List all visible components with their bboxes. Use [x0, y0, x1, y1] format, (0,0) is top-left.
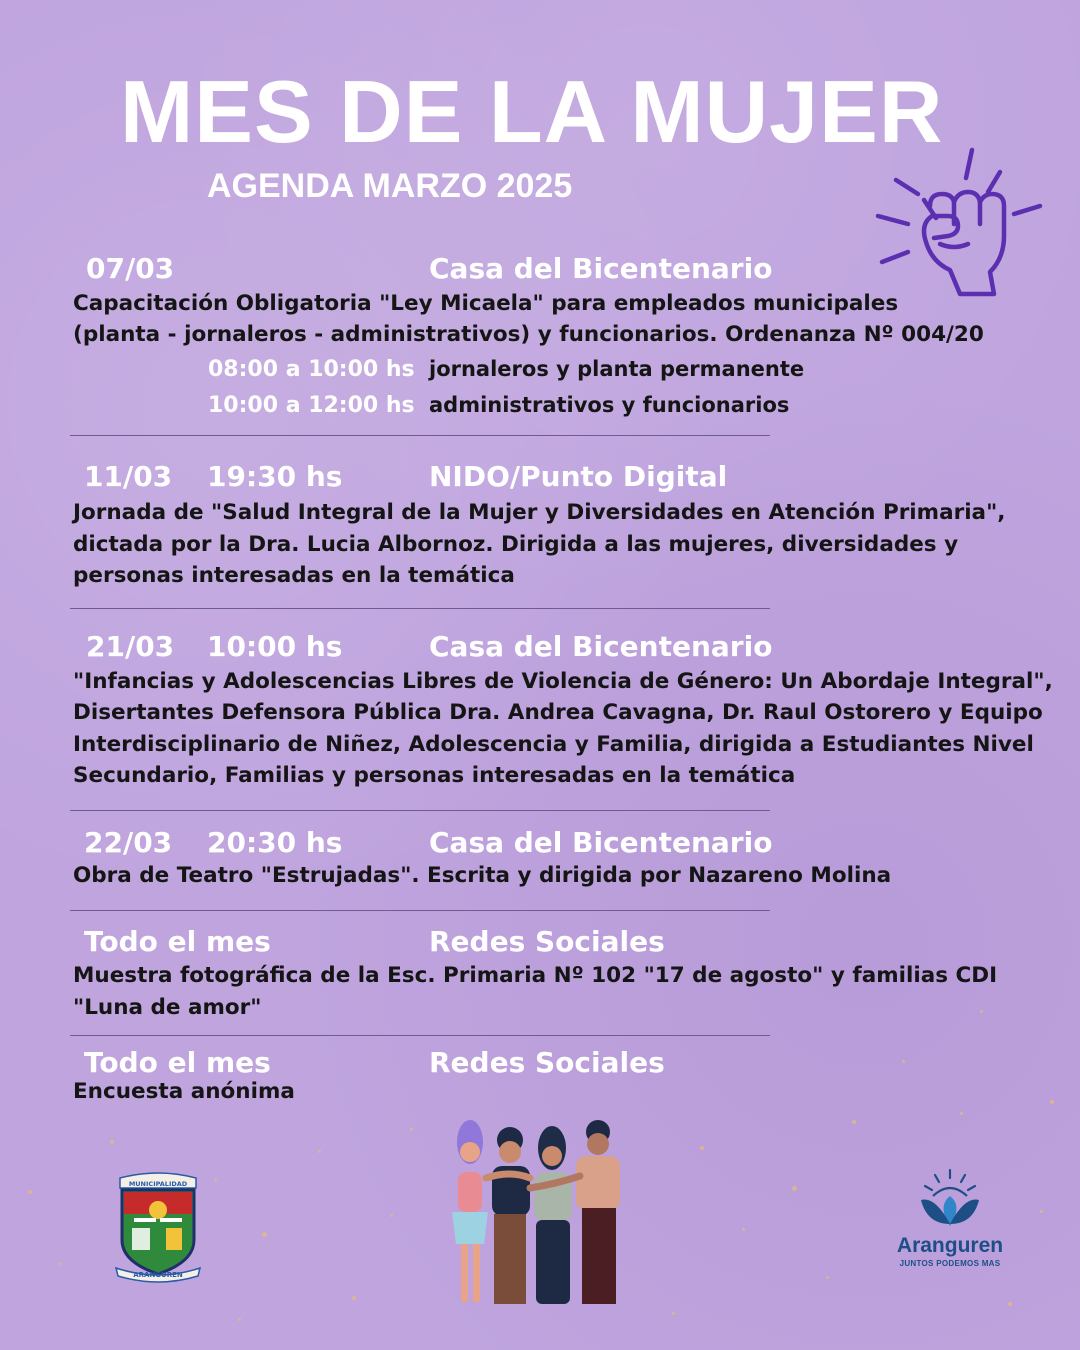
crest-bottom-text: ARANGUREN: [133, 1271, 183, 1279]
schedule-time: 10:00 a 12:00 hs: [208, 393, 415, 418]
event-date: 21/03: [86, 630, 175, 663]
event-description-line: "Infancias y Adolescencias Libres de Violencia de Género: Un Abordaje Integral",: [73, 669, 1053, 694]
page-subtitle: AGENDA MARZO 2025: [207, 167, 573, 205]
event-description-line: Encuesta anónima: [73, 1079, 295, 1104]
event-description-line: Capacitación Obligatoria "Ley Micaela" para empleados municipales: [73, 291, 899, 316]
event-date: 07/03: [86, 252, 175, 285]
schedule-audience: jornaleros y planta permanente: [429, 357, 805, 381]
logo-slogan: JUNTOS PODEMOS MAS: [899, 1259, 1001, 1268]
event-description-line: Interdisciplinario de Niñez, Adolescencia y Familia, dirigida a Estudiantes Nivel: [73, 732, 1034, 757]
page-title: MES DE LA MUJER: [120, 62, 944, 161]
event-time: 20:30 hs: [207, 826, 343, 859]
crest-top-text: MUNICIPALIDAD: [128, 1180, 188, 1188]
schedule-audience: administrativos y funcionarios: [429, 393, 790, 417]
logo-name: Aranguren: [896, 1234, 1004, 1257]
aranguren-logo: [882, 1166, 1018, 1286]
event-venue: NIDO/Punto Digital: [429, 460, 728, 493]
event-description-line: Muestra fotográfica de la Esc. Primaria Nº 102 "17 de agosto" y familias CDI: [73, 963, 998, 988]
event-description-line: Secundario, Familias y personas interesadas en la temática: [73, 763, 796, 788]
event-description-line: personas interesadas en la temática: [73, 563, 515, 588]
event-description-line: "Luna de amor": [73, 995, 262, 1020]
raised-fist-icon: [868, 144, 1048, 304]
schedule-time: 08:00 a 10:00 hs: [208, 357, 415, 382]
event-venue: Casa del Bicentenario: [429, 252, 773, 285]
event-description-line: (planta - jornaleros - administrativos) y funcionarios. Ordenanza Nº 004/20: [73, 322, 984, 347]
event-venue: Casa del Bicentenario: [429, 826, 773, 859]
event-venue: Redes Sociales: [429, 1046, 665, 1079]
divider: [70, 810, 770, 811]
event-venue: Redes Sociales: [429, 925, 665, 958]
divider: [70, 910, 770, 911]
four-women-embracing-illustration: [430, 1112, 640, 1310]
event-date: 11/03: [84, 460, 173, 493]
event-date: 22/03: [84, 826, 173, 859]
lotus-sun-logo-icon: [915, 1166, 985, 1232]
divider: [70, 608, 770, 609]
event-description-line: Disertantes Defensora Pública Dra. Andrea Cavagna, Dr. Raul Ostorero y Equipo: [73, 700, 1043, 725]
municipal-crest-icon: [112, 1170, 204, 1285]
event-date: Todo el mes: [84, 925, 271, 958]
divider: [70, 1035, 770, 1036]
event-date: Todo el mes: [84, 1046, 271, 1079]
event-description-line: Obra de Teatro "Estrujadas". Escrita y dirigida por Nazareno Molina: [73, 863, 892, 888]
divider: [70, 435, 770, 436]
event-time: 19:30 hs: [207, 460, 343, 493]
event-description-line: Jornada de "Salud Integral de la Mujer y Diversidades en Atención Primaria",: [73, 500, 1006, 525]
event-venue: Casa del Bicentenario: [429, 630, 773, 663]
event-time: 10:00 hs: [207, 630, 343, 663]
event-description-line: dictada por la Dra. Lucia Albornoz. Dirigida a las mujeres, diversidades y: [73, 532, 959, 557]
